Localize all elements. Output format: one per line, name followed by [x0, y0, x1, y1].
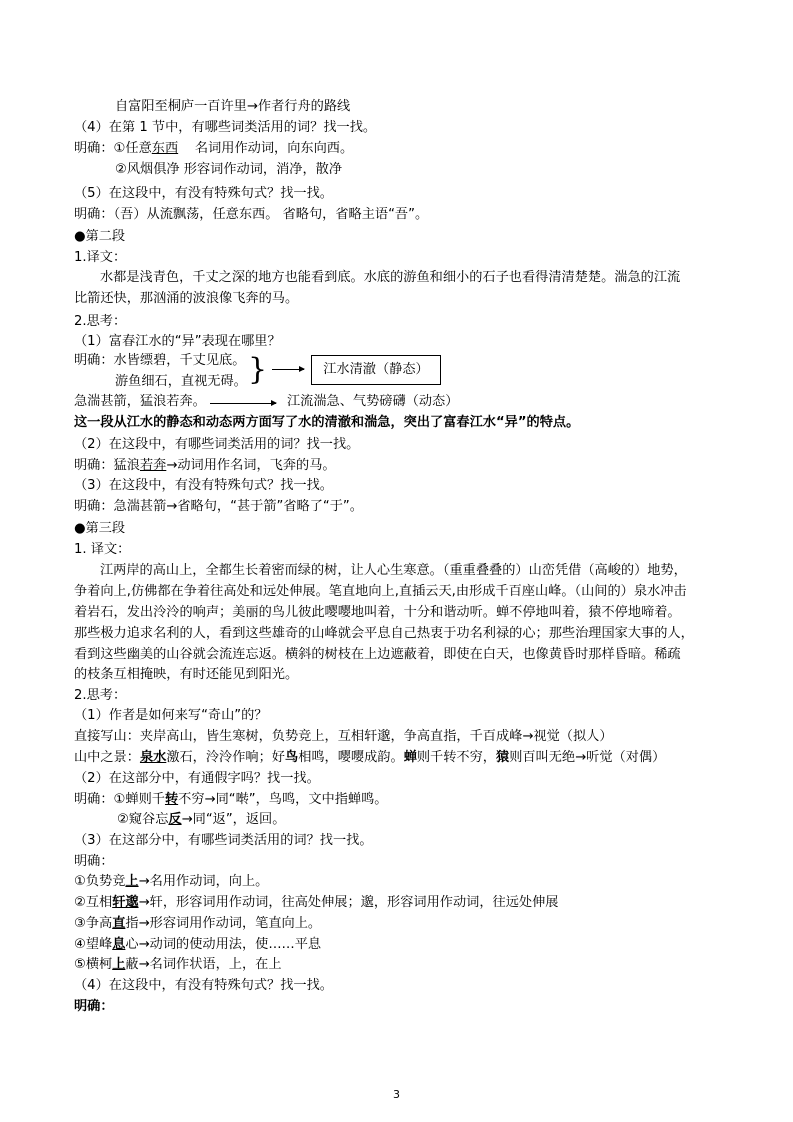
question-1: （1）作者是如何来写“奇山”的？ — [74, 708, 268, 723]
answer-line: ④望峰息心→动词的使动用法，使……平息 — [74, 937, 322, 952]
translation-para-line: 争着向上,仿佛都在争着往高处和远处伸展。笔直地向上,直插云天,由形成千百座山峰。（山间的）泉水冲击 — [74, 584, 687, 599]
question-4: （4）在这段中，有没有特殊句式？找一找。 — [74, 978, 333, 993]
page-number: 3 — [393, 1088, 400, 1101]
answer-line: ⑤横柯上蔽→名词作状语，上，在上 — [74, 957, 282, 972]
question-3: （3）在这部分中，有哪些词类活用的词？找一找。 — [74, 833, 373, 848]
answer-4-2: ②风烟俱净 形容词作动词，消净，散净 — [115, 162, 343, 177]
bold-summary: 这一段从江水的静态和动态两方面写了水的清澈和湍急，突出了富春江水“异”的特点。 — [74, 415, 580, 430]
right-brace: } — [248, 352, 268, 387]
section-3-heading: ●第三段 — [74, 521, 126, 536]
arrow-right-icon — [210, 403, 276, 404]
answer-line: 游鱼细石，直视无碍。 — [115, 374, 247, 389]
answer-line: ①负势竞上→名用作动词，向上。 — [74, 874, 269, 889]
answer-line: 直接写山：夹岸高山，皆生寒树，负势竞上，互相轩邈，争高直指，千百成峰→视觉（拟人） — [74, 729, 613, 744]
translation-label: 1. 译文： — [74, 542, 131, 557]
answer-label: 明确： — [74, 854, 114, 869]
question-4: （4）在第 1 节中，有哪些词类活用的词？找一找。 — [74, 120, 377, 135]
translation-para-line: 看到这些幽美的山谷就会流连忘返。横斜的树枝在上边遮蔽着，即使在白天，也像黄昏时那样昏暗。稀疏 — [74, 647, 681, 662]
translation-para-line: 比箭还快，那汹涌的波浪像飞奔的马。 — [74, 291, 299, 306]
question-1: （1）富春江水的“异”表现在哪里？ — [74, 334, 281, 349]
translation-para-line: 水都是浅青色，千丈之深的地方也能看到底。水底的游鱼和细小的石子也看得清清楚楚。湍急的江流 — [100, 270, 681, 285]
translation-para-line: 江两岸的高山上，全都生长着密而绿的树，让人心生寒意。（重重叠叠的）山峦凭借（高峻的）地势， — [100, 563, 687, 578]
think-label: 2.思考： — [74, 314, 127, 329]
question-2: （2）在这部分中，有通假字吗？找一找。 — [74, 771, 320, 786]
answer-4-1: 明确：①任意东西 名词用作动词，向东向西。 — [74, 141, 354, 156]
think-label: 2.思考： — [74, 688, 127, 703]
answer-line: 明确：①蝉则千转不穷→同“啭”，鸟鸣，文中指蝉鸣。 — [74, 792, 388, 807]
answer-line: ②窥谷忘反→同“返”，返回。 — [117, 812, 286, 827]
answer-line: 明确：水皆缥碧，千丈见底。 — [74, 353, 246, 368]
answer-line: 山中之景：泉水激石，泠泠作响；好鸟相鸣，嘤嘤成韵。蝉则千转不穷，猿则百叫无绝→听觉（对偶） — [74, 750, 666, 765]
translation-para-line: 着岩石，发出泠泠的响声；美丽的鸟儿彼此嘤嘤地叫着，十分和谐动听。蝉不停地叫着，猿不停地啼着。 — [74, 605, 681, 620]
answer-line: ③争高直指→形容词用作动词，笔直向上。 — [74, 916, 322, 931]
answer-line-right: 江流湍急、气势磅礴（动态） — [287, 394, 459, 409]
answer-5: 明确：（吾）从流飘荡，任意东西。 省略句，省略主语“吾”。 — [74, 207, 429, 222]
answer-line: ②互相轩邈→轩，形容词用作动词，往高处伸展；邈，形容词用作动词，往远处伸展 — [74, 895, 559, 910]
question-2: （2）在这段中，有哪些词类活用的词？找一找。 — [74, 437, 360, 452]
question-3: （3）在这段中，有没有特殊句式？找一找。 — [74, 478, 333, 493]
translation-label: 1.译文： — [74, 250, 127, 265]
route-line: 自富阳至桐庐一百许里→作者行舟的路线 — [115, 99, 351, 114]
answer-2: 明确：猛浪若奔→动词用作名词，飞奔的马。 — [74, 458, 336, 473]
translation-para-line: 的枝条互相掩映，有时还能见到阳光。 — [74, 667, 299, 682]
question-5: （5）在这段中，有没有特殊句式？找一找。 — [74, 186, 333, 201]
section-2-heading: ●第二段 — [74, 229, 126, 244]
answer-3: 明确：急湍甚箭→省略句，“甚于箭”省略了“于”。 — [74, 499, 363, 514]
arrow-right-icon — [272, 369, 304, 370]
summary-box: 江水清澈（静态） — [311, 355, 441, 385]
translation-para-line: 那些极力追求名利的人，看到这些雄奇的山峰就会平息自己热衷于功名利禄的心；那些治理国家大事的人， — [74, 626, 694, 641]
answer-label: 明确： — [74, 999, 114, 1014]
answer-line: 急湍甚箭，猛浪若奔。 — [74, 394, 206, 409]
